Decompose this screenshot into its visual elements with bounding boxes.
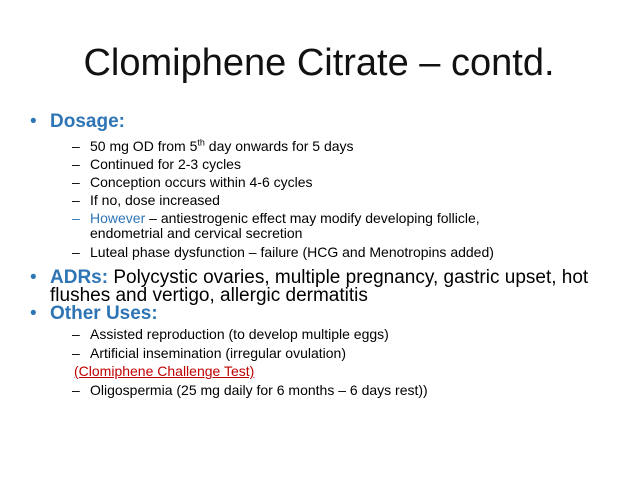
dash-icon: –: [72, 244, 80, 260]
other-uses-item-2-text: Artificial insemination (irregular ovulation): [90, 345, 346, 361]
dash-icon: –: [72, 382, 80, 398]
dosage-item-5-text-line2: endometrial and cervical secretion: [90, 225, 303, 241]
other-uses-item-1-text: Assisted reproduction (to develop multiple eggs): [90, 326, 389, 342]
bullet-icon: •: [30, 303, 37, 324]
dosage-item-1-sup: th: [197, 137, 205, 148]
adrs-text: Polycystic ovaries, multiple pregnancy, gastric upset, hot: [108, 267, 589, 288]
dosage-heading: Dosage:: [50, 111, 125, 132]
clomiphene-challenge-test-row: [74, 363, 254, 379]
dosage-item-1-text: 50 mg OD from 5: [90, 138, 198, 154]
dash-icon: –: [72, 345, 80, 361]
slide-title: Clomiphene Citrate – contd.: [83, 42, 555, 84]
dosage-item-3-text: Conception occurs within 4-6 cycles: [90, 174, 313, 190]
dosage-item-4-text: If no, dose increased: [90, 192, 220, 208]
clomiphene-challenge-test-link[interactable]: (Clomiphene Challenge Test): [74, 363, 255, 379]
adrs-heading: ADRs:: [50, 267, 109, 288]
dash-icon: –: [72, 138, 80, 154]
dash-icon: –: [72, 192, 80, 208]
dash-icon: –: [72, 326, 80, 342]
bullet-icon: •: [30, 111, 37, 132]
other-uses-item-3-text: Oligospermia (25 mg daily for 6 months – 6 days rest)): [90, 382, 428, 398]
dash-icon: –: [72, 174, 80, 190]
dosage-item-1-text-end: day onwards for 5 days: [204, 138, 354, 154]
dosage-item-6-text: Luteal phase dysfunction – failure (HCG and Menotropins added): [90, 244, 494, 260]
adrs-text-line2: flushes and vertigo, allergic dermatitis: [50, 285, 368, 306]
bullet-icon: •: [30, 267, 37, 288]
dash-icon: –: [72, 156, 80, 172]
dosage-item-2-text: Continued for 2-3 cycles: [90, 156, 241, 172]
other-uses-heading: Other Uses:: [50, 303, 158, 324]
dosage-item-5-text: – antiestrogenic effect may modify developing follicle,: [145, 210, 480, 226]
however-label: However: [90, 210, 146, 226]
dash-icon: –: [72, 210, 80, 226]
